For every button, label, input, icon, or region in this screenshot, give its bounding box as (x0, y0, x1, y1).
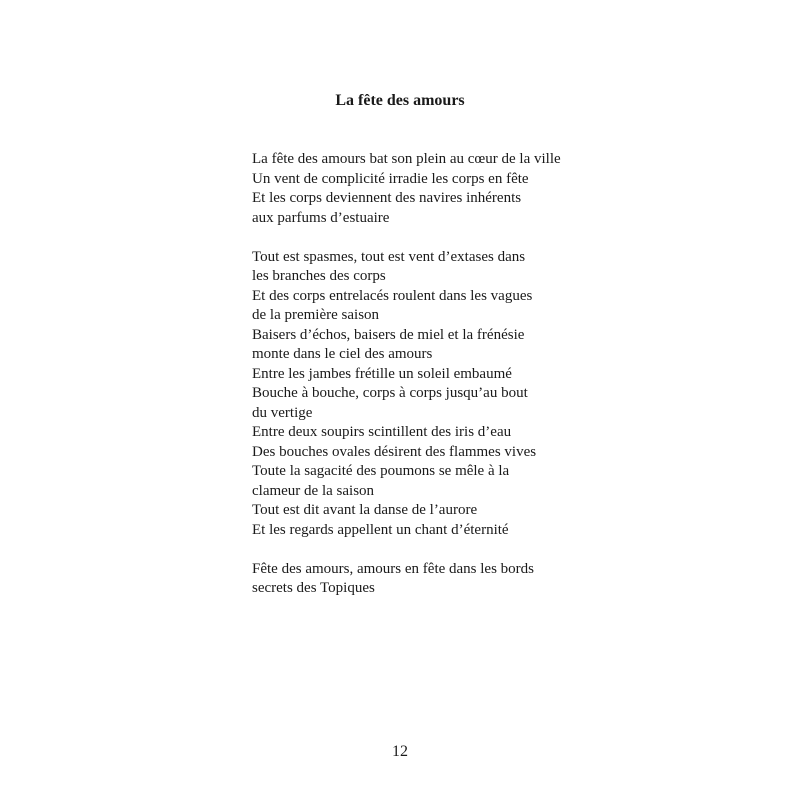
poem-line: secrets des Topiques (252, 580, 375, 596)
poem-line: les branches des corps (252, 268, 386, 284)
stanza-2 (252, 248, 692, 541)
poem-line: Et les regards appellent un chant d’éternité (252, 521, 509, 538)
page-number: 12 (392, 743, 408, 760)
poem-line: Tout est dit avant la danse de l’aurore (252, 502, 478, 518)
poem-line: Entre deux soupirs scintillent des iris d’eau (252, 424, 512, 440)
poem-line: Fête des amours, amours en fête dans les bords (252, 560, 535, 577)
poem-line: du vertige (252, 404, 313, 421)
poem-line: Bouche à bouche, corps à corps jusqu’au bout (252, 385, 528, 401)
poem-line: de la première saison (252, 307, 380, 323)
poem-line: Un vent de complicité irradie les corps en fête (252, 170, 529, 187)
poem-line: Entre les jambes frétille un soleil embaumé (252, 365, 512, 382)
stanza-3 (252, 560, 692, 599)
poem-line: monte dans le ciel des amours (252, 346, 433, 362)
poem-line: La fête des amours bat son plein au cœur de la ville (252, 151, 561, 167)
poem-line: Toute la sagacité des poumons se mêle à la (252, 463, 510, 479)
poem-line: Des bouches ovales désirent des flammes vives (252, 443, 537, 460)
poem-line: clameur de la saison (252, 482, 375, 499)
poem-body (252, 150, 692, 599)
poem-line: Et les corps deviennent des navires inhérents (252, 190, 522, 206)
poem-line: Et des corps entrelacés roulent dans les vagues (252, 287, 533, 304)
poem-line: Baisers d’échos, baisers de miel et la frénésie (252, 326, 525, 343)
poem-title: La fête des amours (335, 92, 465, 109)
stanza-1 (252, 150, 692, 228)
poem-line: Tout est spasmes, tout est vent d’extases dans (252, 248, 526, 265)
poem-line: aux parfums d’estuaire (252, 209, 390, 226)
